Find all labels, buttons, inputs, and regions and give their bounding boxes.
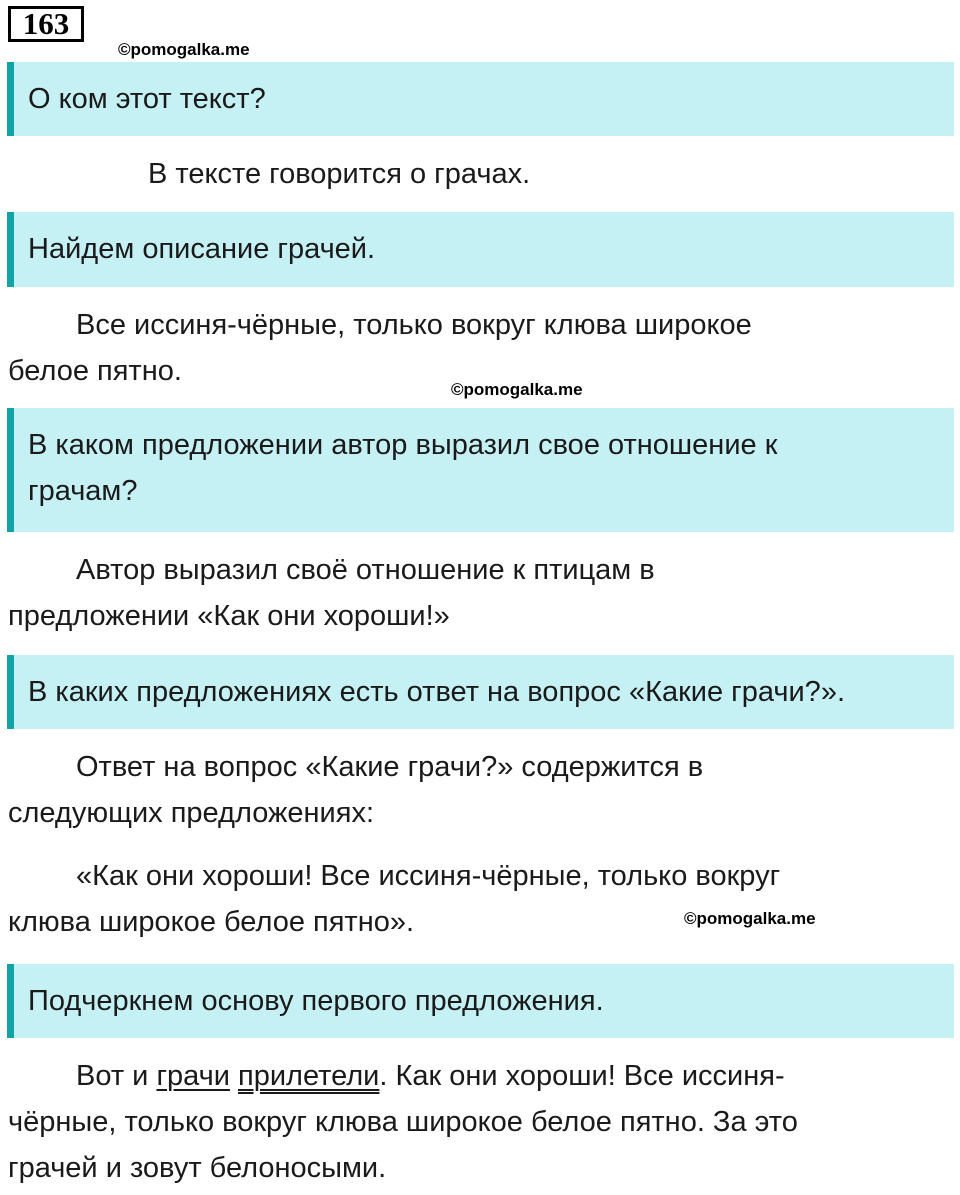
question-text-3-line-2: грачам? bbox=[28, 475, 138, 507]
answer-line-2-1: Все иссиня-чёрные, только вокруг клюва широкое bbox=[76, 309, 752, 341]
final-rest-line-1: . Как они хороши! Все иссиня- bbox=[379, 1060, 785, 1092]
question-text-4: В каких предложениях есть ответ на вопрос «Какие грачи?». bbox=[28, 676, 845, 708]
question-bar-4 bbox=[7, 655, 954, 729]
answer-line-2-2: белое пятно. bbox=[8, 355, 182, 387]
watermark: ©pomogalka.me bbox=[451, 380, 583, 399]
question-text-5: Подчеркнем основу первого предложения. bbox=[28, 985, 604, 1017]
answer-line-4-1: Ответ на вопрос «Какие грачи?» содержится в bbox=[76, 751, 704, 783]
predicate-underlined: прилетели bbox=[238, 1060, 380, 1092]
question-text-3-line-1: В каком предложении автор выразил свое отношение к bbox=[28, 429, 778, 461]
watermark: ©pomogalka.me bbox=[684, 909, 816, 928]
answer-line-4-2: следующих предложениях: bbox=[8, 797, 374, 829]
subject-underlined: грачи bbox=[156, 1060, 230, 1092]
question-bar-5 bbox=[7, 964, 954, 1038]
final-line-2: чёрные, только вокруг клюва широкое белое пятно. За это bbox=[8, 1106, 798, 1138]
question-text-2: Найдем описание грачей. bbox=[28, 233, 376, 265]
final-line-3: грачей и зовут белоносыми. bbox=[8, 1152, 387, 1184]
answer-line-4-4: клюва широкое белое пятно». bbox=[8, 906, 415, 938]
answer-line-3-2: предложении «Как они хороши!» bbox=[8, 600, 450, 632]
question-bar-1 bbox=[7, 62, 954, 136]
final-prefix: Вот и bbox=[76, 1060, 157, 1092]
answer-line-1-1: В тексте говорится о грачах. bbox=[148, 158, 531, 190]
question-bar-3 bbox=[7, 408, 954, 532]
task-number: 163 bbox=[8, 6, 84, 42]
answer-line-3-1: Автор выразил своё отношение к птицам в bbox=[76, 554, 655, 586]
answer-line-4-3: «Как они хороши! Все иссиня-чёрные, только вокруг bbox=[76, 860, 781, 892]
watermark: ©pomogalka.me bbox=[118, 40, 250, 59]
question-bar-2 bbox=[7, 212, 954, 287]
final-space bbox=[230, 1060, 238, 1092]
final-line-1 bbox=[76, 1060, 785, 1093]
question-text-1: О ком этот текст? bbox=[28, 83, 266, 115]
